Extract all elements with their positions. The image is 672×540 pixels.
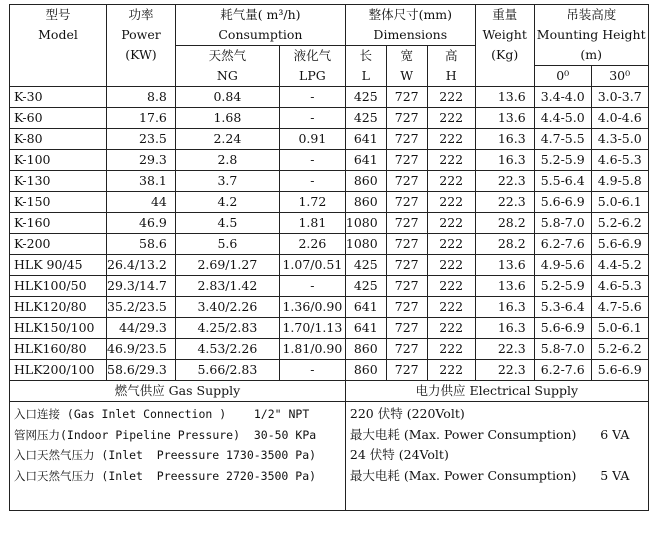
- height-cell: 222: [427, 108, 475, 129]
- model-cell: HLK100/50: [10, 276, 107, 297]
- weight-cell: 16.3: [475, 297, 534, 318]
- model-cell: HLK160/80: [10, 339, 107, 360]
- electrical-supply-line: 24 伏特 (24Volt): [349, 447, 449, 462]
- weight-cell: 13.6: [475, 276, 534, 297]
- model-cell: K-80: [10, 129, 107, 150]
- mount-0-cell: 5.5-6.4: [534, 171, 591, 192]
- model-cell: K-200: [10, 234, 107, 255]
- width-cell: 727: [386, 255, 427, 276]
- ng-cell: 3.40/2.26: [175, 297, 279, 318]
- ng-cell: 4.25/2.83: [175, 318, 279, 339]
- model-cell: K-130: [10, 171, 107, 192]
- power-cell: 8.8: [107, 87, 176, 108]
- weight-cell: 22.3: [475, 192, 534, 213]
- mount-30-cell: 3.0-3.7: [591, 87, 648, 108]
- model-cell: K-160: [10, 213, 107, 234]
- width-cell: 727: [386, 360, 427, 381]
- height-cell: 222: [427, 129, 475, 150]
- mount-0-cell: 5.2-5.9: [534, 150, 591, 171]
- width-cell: 727: [386, 192, 427, 213]
- gas-supply-details: [10, 402, 346, 511]
- weight-cell: 13.6: [475, 87, 534, 108]
- width-cell: 727: [386, 276, 427, 297]
- width-cell: 727: [386, 150, 427, 171]
- width-cell: 727: [386, 318, 427, 339]
- ng-cell: 5.66/2.83: [175, 360, 279, 381]
- header-lpg: 液化气 LPG: [279, 46, 345, 87]
- weight-cell: 28.2: [475, 213, 534, 234]
- weight-cell: 22.3: [475, 171, 534, 192]
- ng-cell: 5.6: [175, 234, 279, 255]
- lpg-cell: 1.07/0.51: [279, 255, 345, 276]
- header-ng: 天然气 NG: [175, 46, 279, 87]
- height-cell: 222: [427, 150, 475, 171]
- header-angle-30: 30⁰: [591, 66, 648, 87]
- weight-cell: 13.6: [475, 108, 534, 129]
- model-cell: K-100: [10, 150, 107, 171]
- weight-cell: 28.2: [475, 234, 534, 255]
- height-cell: 222: [427, 171, 475, 192]
- ng-cell: 2.8: [175, 150, 279, 171]
- length-cell: 641: [345, 297, 386, 318]
- power-cell: 46.9: [107, 213, 176, 234]
- power-cell: 58.6: [107, 234, 176, 255]
- lpg-cell: -: [279, 108, 345, 129]
- height-cell: 222: [427, 192, 475, 213]
- mount-30-cell: 4.4-5.2: [591, 255, 648, 276]
- mount-30-cell: 4.6-5.3: [591, 276, 648, 297]
- model-cell: HLK120/80: [10, 297, 107, 318]
- lpg-cell: 1.70/1.13: [279, 318, 345, 339]
- ng-cell: 0.84: [175, 87, 279, 108]
- weight-cell: 16.3: [475, 129, 534, 150]
- mount-30-cell: 4.9-5.8: [591, 171, 648, 192]
- electrical-supply-title: 电力供应 Electrical Supply: [345, 381, 648, 402]
- header-consumption: 耗气量( m³/h) Consumption: [175, 5, 345, 46]
- width-cell: 727: [386, 339, 427, 360]
- ng-cell: 4.53/2.26: [175, 339, 279, 360]
- lpg-cell: -: [279, 87, 345, 108]
- table-row: [10, 255, 649, 276]
- electrical-supply-line: 220 伏特 (220Volt): [349, 406, 465, 421]
- length-cell: 425: [345, 87, 386, 108]
- length-cell: 860: [345, 171, 386, 192]
- model-cell: K-60: [10, 108, 107, 129]
- height-cell: 222: [427, 276, 475, 297]
- weight-cell: 16.3: [475, 150, 534, 171]
- length-cell: 860: [345, 360, 386, 381]
- gas-supply-line: 入口天然气压力 (Inlet Preessure 1730-3500 Pa): [14, 448, 317, 462]
- ng-cell: 4.5: [175, 213, 279, 234]
- table-row: [10, 129, 649, 150]
- mount-30-cell: 5.6-6.9: [591, 360, 648, 381]
- lpg-cell: -: [279, 360, 345, 381]
- lpg-cell: 1.72: [279, 192, 345, 213]
- length-cell: 860: [345, 192, 386, 213]
- length-cell: 641: [345, 318, 386, 339]
- power-cell: 23.5: [107, 129, 176, 150]
- header-dimensions: 整体尺寸(mm) Dimensions: [345, 5, 475, 46]
- length-cell: 425: [345, 276, 386, 297]
- length-cell: 641: [345, 150, 386, 171]
- ng-cell: 1.68: [175, 108, 279, 129]
- electrical-supply-details: [345, 402, 648, 511]
- mount-0-cell: 5.6-6.9: [534, 192, 591, 213]
- mount-0-cell: 4.9-5.6: [534, 255, 591, 276]
- height-cell: 222: [427, 339, 475, 360]
- power-cell: 29.3/14.7: [107, 276, 176, 297]
- model-cell: K-150: [10, 192, 107, 213]
- mount-0-cell: 5.8-7.0: [534, 339, 591, 360]
- mount-0-cell: 6.2-7.6: [534, 234, 591, 255]
- ng-cell: 2.69/1.27: [175, 255, 279, 276]
- mount-30-cell: 4.7-5.6: [591, 297, 648, 318]
- lpg-cell: 1.81/0.90: [279, 339, 345, 360]
- width-cell: 727: [386, 234, 427, 255]
- weight-cell: 16.3: [475, 318, 534, 339]
- table-row: [10, 150, 649, 171]
- lpg-cell: 1.36/0.90: [279, 297, 345, 318]
- model-cell: HLK200/100: [10, 360, 107, 381]
- mount-30-cell: 4.6-5.3: [591, 150, 648, 171]
- header-mounting-height: 吊装高度 Mounting Height (m): [534, 5, 648, 66]
- weight-cell: 13.6: [475, 255, 534, 276]
- header-model: 型号 Model: [10, 5, 107, 87]
- power-cell: 29.3: [107, 150, 176, 171]
- length-cell: 860: [345, 339, 386, 360]
- height-cell: 222: [427, 360, 475, 381]
- ng-cell: 2.24: [175, 129, 279, 150]
- table-row: [10, 171, 649, 192]
- power-cell: 35.2/23.5: [107, 297, 176, 318]
- length-cell: 641: [345, 129, 386, 150]
- width-cell: 727: [386, 87, 427, 108]
- electrical-supply-line: 最大电耗 (Max. Power Consumption) 5 VA: [349, 467, 630, 483]
- mount-0-cell: 5.2-5.9: [534, 276, 591, 297]
- length-cell: 425: [345, 108, 386, 129]
- height-cell: 222: [427, 87, 475, 108]
- lpg-cell: 2.26: [279, 234, 345, 255]
- length-cell: 1080: [345, 213, 386, 234]
- lpg-cell: -: [279, 150, 345, 171]
- mount-0-cell: 4.7-5.5: [534, 129, 591, 150]
- power-cell: 58.6/29.3: [107, 360, 176, 381]
- mount-0-cell: 3.4-4.0: [534, 87, 591, 108]
- table-row: [10, 276, 649, 297]
- table-row: [10, 108, 649, 129]
- mount-0-cell: 6.2-7.6: [534, 360, 591, 381]
- gas-supply-line: 入口天然气压力 (Inlet Preessure 2720-3500 Pa): [14, 468, 317, 483]
- mount-30-cell: 5.2-6.2: [591, 213, 648, 234]
- width-cell: 727: [386, 171, 427, 192]
- mount-0-cell: 5.3-6.4: [534, 297, 591, 318]
- table-row: [10, 87, 649, 108]
- width-cell: 727: [386, 108, 427, 129]
- gas-supply-title: 燃气供应 Gas Supply: [10, 381, 346, 402]
- table-row: [10, 192, 649, 213]
- mount-30-cell: 5.0-6.1: [591, 318, 648, 339]
- power-cell: 17.6: [107, 108, 176, 129]
- power-cell: 44/29.3: [107, 318, 176, 339]
- mount-30-cell: 5.2-6.2: [591, 339, 648, 360]
- width-cell: 727: [386, 297, 427, 318]
- mount-30-cell: 4.0-4.6: [591, 108, 648, 129]
- power-cell: 46.9/23.5: [107, 339, 176, 360]
- width-cell: 727: [386, 213, 427, 234]
- mount-0-cell: 5.6-6.9: [534, 318, 591, 339]
- mount-0-cell: 5.8-7.0: [534, 213, 591, 234]
- power-cell: 44: [107, 192, 176, 213]
- header-weight: 重量 Weight (Kg): [475, 5, 534, 87]
- mount-0-cell: 4.4-5.0: [534, 108, 591, 129]
- ng-cell: 4.2: [175, 192, 279, 213]
- length-cell: 1080: [345, 234, 386, 255]
- header-l: 长 L: [345, 46, 386, 87]
- table-row: [10, 339, 649, 360]
- width-cell: 727: [386, 129, 427, 150]
- table-row: [10, 360, 649, 381]
- header-power: 功率 Power (KW): [107, 5, 176, 87]
- spec-table: [9, 4, 649, 511]
- ng-cell: 2.83/1.42: [175, 276, 279, 297]
- mount-30-cell: 5.0-6.1: [591, 192, 648, 213]
- model-cell: K-30: [10, 87, 107, 108]
- electrical-supply-line: 最大电耗 (Max. Power Consumption) 6 VA: [349, 426, 630, 442]
- power-cell: 38.1: [107, 171, 176, 192]
- header-h: 高 H: [427, 46, 475, 87]
- height-cell: 222: [427, 255, 475, 276]
- length-cell: 425: [345, 255, 386, 276]
- table-row: [10, 318, 649, 339]
- ng-cell: 3.7: [175, 171, 279, 192]
- height-cell: 222: [427, 234, 475, 255]
- lpg-cell: -: [279, 276, 345, 297]
- gas-supply-line: 入口连接 (Gas Inlet Connection ) 1/2" NPT: [14, 407, 310, 421]
- table-row: [10, 297, 649, 318]
- lpg-cell: 1.81: [279, 213, 345, 234]
- header-angle-0: 0⁰: [534, 66, 591, 87]
- height-cell: 222: [427, 297, 475, 318]
- lpg-cell: 0.91: [279, 129, 345, 150]
- height-cell: 222: [427, 213, 475, 234]
- mount-30-cell: 5.6-6.9: [591, 234, 648, 255]
- mount-30-cell: 4.3-5.0: [591, 129, 648, 150]
- power-cell: 26.4/13.2: [107, 255, 176, 276]
- header-w: 宽 W: [386, 46, 427, 87]
- table-row: [10, 213, 649, 234]
- table-row: [10, 234, 649, 255]
- weight-cell: 22.3: [475, 360, 534, 381]
- model-cell: HLK 90/45: [10, 255, 107, 276]
- height-cell: 222: [427, 318, 475, 339]
- weight-cell: 22.3: [475, 339, 534, 360]
- model-cell: HLK150/100: [10, 318, 107, 339]
- gas-supply-line: 管网压力(Indoor Pipeline Pressure) 30-50 KPa: [14, 427, 317, 442]
- lpg-cell: -: [279, 171, 345, 192]
